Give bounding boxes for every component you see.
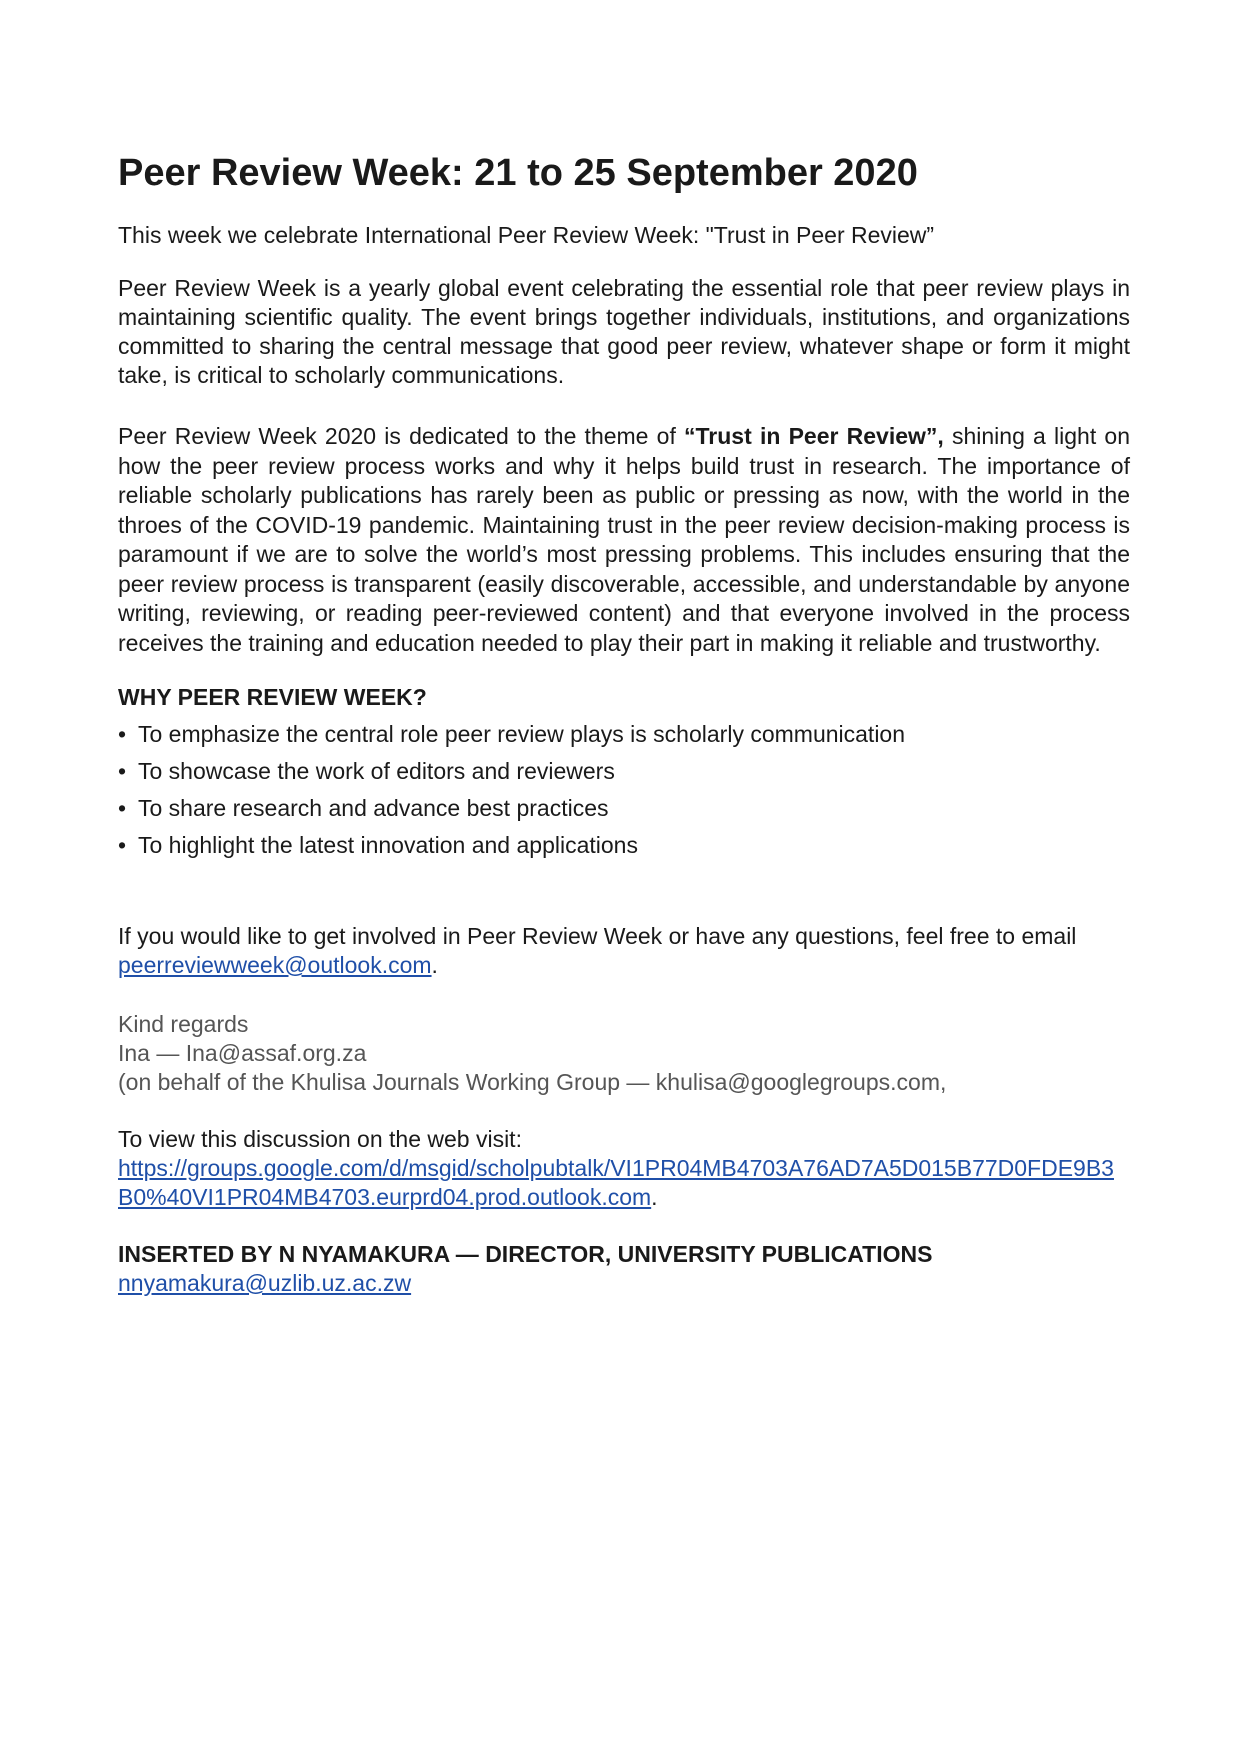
inserted-by-block (118, 1240, 1130, 1298)
list-item-text: To emphasize the central role peer review plays is scholarly communication (138, 721, 906, 747)
discussion-url-link[interactable]: https://groups.google.com/d/msgid/scholpubtalk/VI1PR04MB4703A76AD7A5D015B77D0FDE9B3B0%40VI1PR04MB4703.eurprd04.prod.outlook.com (118, 1155, 1114, 1210)
intro-line: This week we celebrate International Peer Review Week: "Trust in Peer Review” (118, 222, 935, 248)
involvement-trailing: . (431, 952, 438, 978)
signature-block (118, 1010, 1130, 1097)
theme-text-after: shining a light on how the peer review process works and why it helps build trust in research. The importance of reliable scholarly publications has rarely been as public or pressing as now, with the world in the throes of the COVID-19 pandemic. Maintaining trust in the peer review decision-making process is paramount if we are to solve the world’s most pressing problems. This includes ensuring that the peer review process is transparent (easily discoverable, accessible, and understandable by anyone writing, reviewing, or reading peer-reviewed content) and that everyone involved in the process receives the training and education needed to play their part in making it reliable and trustworthy. (118, 423, 1130, 656)
theme-text-before: Peer Review Week 2020 is dedicated to the theme of (118, 423, 685, 449)
page-title: Peer Review Week: 21 to 25 September 2020 (118, 152, 918, 194)
paragraph-about: Peer Review Week is a yearly global event celebrating the essential role that peer review plays in maintaining scientific quality. The event brings together individuals, institutions, and organizations committed to sharing the central message that good peer review, whatever shape or form it might take, is critical to scholarly communications. (118, 275, 1130, 388)
list-item-text: To highlight the latest innovation and applications (138, 832, 638, 858)
bullet-icon: • (118, 758, 127, 784)
director-email-link[interactable]: nnyamakura@uzlib.uz.ac.zw (118, 1270, 412, 1296)
regards-line: Kind regards (118, 1011, 249, 1037)
inserted-by-line: INSERTED BY N NYAMAKURA — DIRECTOR, UNIVERSITY PUBLICATIONS (118, 1241, 933, 1267)
list-item-text: To showcase the work of editors and reviewers (138, 758, 615, 784)
list-item-text: To share research and advance best practices (138, 795, 609, 821)
involvement-paragraph (118, 922, 1130, 980)
paragraph-theme (118, 422, 1130, 658)
peer-review-week-email-link[interactable]: peerreviewweek@outlook.com (118, 952, 432, 978)
bullet-icon: • (118, 795, 127, 821)
list-item (118, 716, 1130, 753)
sender-line: Ina — Ina@assaf.org.za (118, 1040, 367, 1066)
document-page (118, 150, 1130, 1298)
web-view-block (118, 1125, 1130, 1212)
list-item (118, 790, 1130, 827)
list-item (118, 827, 1130, 864)
theme-title: “Trust in Peer Review”, (684, 423, 944, 449)
bullet-icon: • (118, 832, 127, 858)
list-item (118, 753, 1130, 790)
why-list (118, 716, 1130, 864)
involvement-text: If you would like to get involved in Peer Review Week or have any questions, feel free to email (118, 923, 1077, 949)
url-trailing: . (651, 1184, 658, 1210)
bullet-icon: • (118, 721, 127, 747)
web-view-url-line (118, 1154, 1128, 1212)
group-line: (on behalf of the Khulisa Journals Working Group — khulisa@googlegroups.com, (118, 1069, 947, 1095)
why-heading: WHY PEER REVIEW WEEK? (118, 684, 427, 710)
web-view-label: To view this discussion on the web visit: (118, 1126, 522, 1152)
